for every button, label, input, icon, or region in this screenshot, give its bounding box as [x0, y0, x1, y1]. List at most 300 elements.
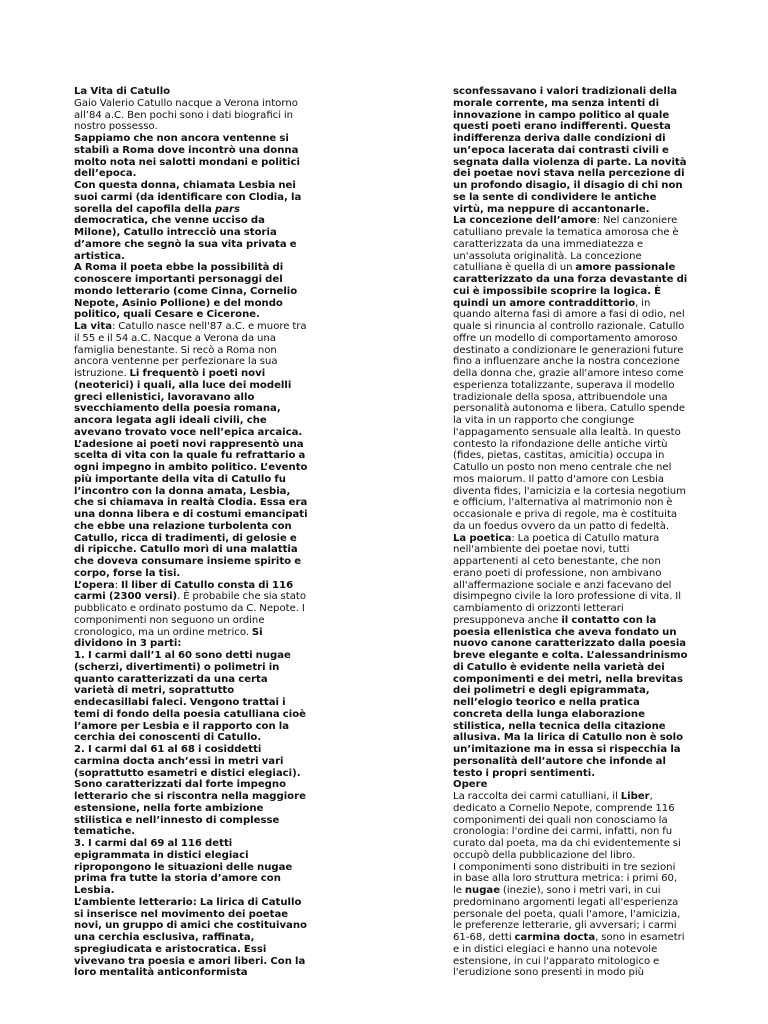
- text-line: [453, 556, 701, 568]
- text-line: [74, 838, 322, 850]
- text-line: [453, 685, 701, 697]
- text-line: [74, 204, 322, 216]
- text-run: il 55 e il 54 a.C. Nacque a Verona da una: [74, 332, 276, 344]
- text-line: [453, 403, 701, 415]
- bold-text-run: La concezione dell’amore: [453, 215, 597, 227]
- text-line: [453, 215, 701, 227]
- bold-text-run: dei polimetri e degli epigrammata,: [453, 685, 650, 697]
- bold-text-run: (soprattutto esametri e distici elegiaci).: [74, 767, 301, 779]
- text-line: [74, 145, 322, 157]
- text-run: destinato a condizionare le generazioni future: [453, 344, 684, 356]
- text-line: [453, 321, 701, 333]
- bold-text-run: Il liber di Catullo consta di 116: [120, 579, 294, 591]
- text-line: [453, 568, 701, 580]
- text-line: [453, 274, 701, 286]
- text-run: pubblicato e ordinato postumo da C. Nepote. I: [74, 603, 305, 614]
- text-line: [74, 403, 322, 415]
- text-line: [453, 544, 701, 556]
- text-run: ancora ventenne per perfezionare la sua: [74, 356, 278, 368]
- text-run: curato dal poeta, ma da chi evidentemente si: [453, 838, 681, 849]
- bold-text-run: ripropongono le situazioni delle nugae: [74, 861, 293, 873]
- text-line: [74, 509, 322, 521]
- text-line: [453, 580, 701, 592]
- text-line: [453, 967, 701, 979]
- text-run: l'erudizione sono presenti in modo più: [453, 967, 645, 979]
- bold-text-run: testo i propri sentimenti.: [453, 767, 596, 779]
- bold-text-run: L’opera: [74, 579, 115, 591]
- text-run: . È probabile che sia stato: [177, 591, 307, 603]
- bold-text-run: Opere: [453, 779, 488, 791]
- text-line: [453, 439, 701, 451]
- text-line: [74, 192, 322, 204]
- text-run: personale del poeta, quali l'amore, l'amicizia,: [453, 908, 681, 920]
- bold-text-run: La vita: [74, 321, 113, 332]
- text-run: istruzione.: [74, 368, 130, 379]
- text-line: [74, 474, 322, 486]
- text-run: un'assoluta originalità. La concezione: [453, 250, 642, 262]
- bold-text-run: nell’elogio teorico e nella pratica: [453, 697, 640, 708]
- text-run: componimenti non seguono un ordine: [74, 614, 265, 626]
- text-line: [74, 215, 322, 227]
- text-line: [453, 779, 701, 791]
- text-line: [74, 627, 322, 639]
- text-run: contesto la rifondazione delle antiche virtù: [453, 438, 668, 450]
- bold-text-run: virtù, ma neppure di accantonarle.: [453, 203, 650, 215]
- text-run: le: [453, 885, 465, 896]
- text-line: [453, 262, 701, 274]
- bold-text-run: che doveva consumare insieme spirito e: [74, 556, 302, 567]
- bold-text-run: sconfessavano i valori tradizionali della: [453, 86, 678, 97]
- text-line: [74, 439, 322, 451]
- text-line: [74, 251, 322, 263]
- bold-text-run: un’imitazione ma in essa si rispecchia la: [453, 744, 681, 755]
- text-line: [74, 180, 322, 192]
- text-line: [74, 850, 322, 862]
- bold-text-run: L’ambiente letterario: La lirica di Catullo: [74, 896, 302, 908]
- text-line: [453, 909, 701, 921]
- bold-text-run: ancora legata agli ideali civili, che: [74, 415, 267, 426]
- text-run: : Nel canzoniere: [596, 215, 678, 227]
- bold-text-run: Lesbia.: [74, 885, 115, 896]
- text-line: [74, 345, 322, 357]
- bold-text-run: La poetica: [453, 532, 512, 544]
- bold-text-run: 3. I carmi dal 69 al 116 detti: [74, 838, 233, 849]
- text-line: [74, 580, 322, 592]
- text-line: [74, 803, 322, 815]
- text-run: nostro possesso.: [74, 121, 158, 133]
- text-run: diventa fides, l'amicizia e la cortesia negotium: [453, 485, 686, 497]
- bold-text-run: nuovo canone caratterizzato dalla poesia: [453, 638, 687, 650]
- text-line: [74, 392, 322, 404]
- bold-text-run: A Roma il poeta ebbe la possibilità di: [74, 262, 284, 274]
- bold-text-run: sorella del capofila della: [74, 203, 215, 215]
- text-line: [453, 732, 701, 744]
- bold-text-run: stilistica e nell’innesto di complesse: [74, 814, 280, 826]
- bold-text-run: (scherzi, divertimenti) o polimetri in: [74, 661, 280, 673]
- text-line: [453, 133, 701, 145]
- bold-text-run: politico, quali Cesare e Cicerone.: [74, 309, 260, 321]
- text-line: [74, 826, 322, 838]
- text-run: : Catullo nasce nell'87 a.C. e muore tra: [112, 321, 307, 332]
- bold-text-run: endecasillabi faleci. Vengono trattai i: [74, 697, 286, 708]
- text-line: [453, 356, 701, 368]
- text-line: [74, 909, 322, 921]
- text-run: all'affermazione sociale e anzi facevano del: [453, 579, 672, 591]
- bold-text-run: cui è impossibile scoprire la logica. È: [453, 285, 662, 297]
- bold-text-run: scelta di vita con la quale fu refrattario a: [74, 450, 306, 462]
- text-run: Gaio Valerio Catullo nacque a Verona intorno: [74, 97, 298, 109]
- text-run: esperienza totalizzante, superava il modello: [453, 379, 675, 391]
- text-line: [74, 521, 322, 533]
- bold-text-run: carmi (2300 versi): [74, 591, 178, 603]
- bold-text-run: artistica.: [74, 250, 125, 262]
- text-line: [74, 956, 322, 968]
- text-run: offre un modello di comportamento amoroso: [453, 332, 678, 344]
- bold-text-run: Nepote, Asinio Pollione) e del mondo: [74, 297, 283, 309]
- bold-text-run: quanto caratterizzati da una certa: [74, 673, 268, 685]
- text-run: cronologia: l'ordine dei carmi, infatti, non fu: [453, 826, 673, 838]
- text-line: [74, 533, 322, 545]
- text-line: [74, 944, 322, 956]
- bold-text-run: conoscere importanti personaggi del: [74, 274, 283, 285]
- bold-text-run: suoi carmi (da identificare con Clodia, la: [74, 191, 302, 203]
- text-line: [74, 321, 322, 333]
- text-line: [453, 603, 701, 615]
- text-line: [453, 873, 701, 885]
- text-line: [453, 180, 701, 192]
- text-line: [453, 450, 701, 462]
- text-line: [74, 662, 322, 674]
- bold-text-run: stabilì a Roma dove incontrò una donna: [74, 144, 299, 156]
- bold-text-run: di Catullo è evidente nella varietà dei: [453, 661, 665, 673]
- text-run: quando alterna fasi di amore a fasi di odio, nel: [453, 309, 685, 321]
- bold-text-run: vivevano tra poesia e amori liberi. Con la: [74, 955, 306, 967]
- text-line: [453, 486, 701, 498]
- bold-text-run: l’amore per Lesbia e il rapporto con la: [74, 720, 290, 732]
- text-line: [453, 298, 701, 310]
- text-line: [453, 98, 701, 110]
- text-line: [453, 638, 701, 650]
- text-line: [74, 121, 322, 133]
- text-line: [453, 768, 701, 780]
- text-line: [453, 145, 701, 157]
- text-run: e officium, l'alternativa al matrimonio non è: [453, 497, 673, 509]
- text-line: [74, 497, 322, 509]
- bold-text-run: temi di fondo della poesia catulliana cioè: [74, 708, 306, 720]
- bold-text-run: un’epoca lacerata dai contrasti civili e: [453, 144, 669, 156]
- text-run: :: [114, 579, 121, 591]
- text-line: [74, 615, 322, 627]
- text-line: [74, 873, 322, 885]
- bold-text-run: corpo, forse la tisi.: [74, 567, 181, 579]
- text-line: [74, 932, 322, 944]
- bold-text-run: l’incontro con la donna amata, Lesbia,: [74, 485, 291, 497]
- text-line: [74, 262, 322, 274]
- text-run: (fides, pietas, castitas, amicitia) occupa in: [453, 450, 665, 462]
- text-line: [74, 920, 322, 932]
- text-line: [74, 427, 322, 439]
- text-run: dedicato a Cornelio Nepote, comprende 116: [453, 802, 675, 814]
- text-line: [74, 415, 322, 427]
- bold-text-run: un profondo disagio, il disagio di chi non: [453, 180, 683, 191]
- text-run: predominano argomenti legati all'esperienza: [453, 896, 679, 908]
- text-line: [74, 356, 322, 368]
- text-line: [453, 462, 701, 474]
- text-line: [453, 756, 701, 768]
- text-line: [453, 850, 701, 862]
- bold-text-run: svecchiamento della poesia romana,: [74, 403, 281, 415]
- text-run: mos maiorum. Il patto d'amore con Lesbia: [453, 473, 665, 485]
- bold-text-run: segnata dalla violenza di parte. La novità: [453, 156, 687, 168]
- bold-text-run: Li frequentò i poeti novi: [129, 368, 266, 379]
- bold-text-run: Sono caratterizzati dal forte impegno: [74, 779, 287, 791]
- bold-text-run: stilistica, nella tecnica della citazione: [453, 720, 666, 732]
- text-line: [74, 157, 322, 169]
- text-line: [74, 721, 322, 733]
- bold-text-run: epigrammata in distici elegiaci: [74, 849, 249, 861]
- text-line: [74, 309, 322, 321]
- bold-text-run: carmina docta anch’essi in metri vari: [74, 755, 284, 767]
- text-line: [453, 709, 701, 721]
- text-line: [74, 168, 322, 180]
- bold-text-run: innovazione in campo politico al quale: [453, 109, 670, 121]
- text-line: [453, 121, 701, 133]
- bold-text-run: carmina docta: [514, 932, 596, 943]
- text-run: cronologico, ma un ordine metrico.: [74, 626, 252, 638]
- bold-text-run: indifferenza deriva dalle condizioni di: [453, 133, 666, 144]
- text-line: [74, 450, 322, 462]
- bold-text-run: letterario che si riscontra nella maggiore: [74, 791, 306, 802]
- bold-text-run: pars: [215, 203, 241, 215]
- text-run: 61-68, detti: [453, 932, 515, 943]
- bold-text-run: che si chiamava in realtà Clodia. Essa era: [74, 497, 308, 509]
- text-line: [74, 98, 322, 110]
- text-line: [74, 674, 322, 686]
- text-line: [74, 591, 322, 603]
- text-line: [453, 697, 701, 709]
- text-line: [453, 674, 701, 686]
- bold-text-run: avevano trovato voce nell’epica arcaica.: [74, 426, 303, 438]
- text-line: [453, 521, 701, 533]
- bold-text-run: dividono in 3 parti:: [74, 638, 182, 650]
- text-run: caratterizzata da una immediatezza e: [453, 238, 644, 250]
- bold-text-run: L’adesione ai poeti novi rappresentò una: [74, 438, 304, 450]
- bold-text-run: novi, un gruppo di amici che costituivano: [74, 920, 307, 932]
- text-line: [74, 462, 322, 474]
- text-line: [453, 192, 701, 204]
- bold-text-run: estensione, nella forte ambizione: [74, 802, 264, 814]
- text-run: tradizionale della sposa, attribuendole una: [453, 391, 668, 403]
- bold-text-run: il contatto con la: [561, 614, 657, 626]
- text-run: componimenti dei quali non conosciamo la: [453, 814, 668, 826]
- text-run: quale si rinuncia al controllo razionale. Catullo: [453, 321, 685, 332]
- bold-text-run: Con questa donna, chiamata Lesbia nei: [74, 180, 296, 191]
- text-run: e in distici elegiaci e hanno una notevole: [453, 943, 658, 955]
- text-line: [74, 791, 322, 803]
- text-run: le preferenze letterarie, gli avversari; i carmi: [453, 920, 677, 932]
- text-run: , in: [635, 297, 651, 309]
- text-line: [453, 533, 701, 545]
- text-line: [453, 897, 701, 909]
- text-line: [453, 427, 701, 439]
- text-line: [74, 86, 322, 98]
- text-line: [74, 333, 322, 345]
- text-line: [453, 380, 701, 392]
- bold-text-run: dell’epoca.: [74, 168, 137, 180]
- text-line: [74, 286, 322, 298]
- text-line: [453, 650, 701, 662]
- text-line: [453, 591, 701, 603]
- text-run: erano poeti di professione, non ambivano: [453, 567, 662, 579]
- bold-text-run: poesia ellenistica che aveva fondato un: [453, 626, 677, 638]
- text-line: [74, 227, 322, 239]
- text-line: [453, 110, 701, 122]
- text-line: [453, 920, 701, 932]
- text-line: [74, 967, 322, 979]
- text-line: [74, 380, 322, 392]
- bold-text-run: quindi un amore contraddittorio: [453, 297, 636, 309]
- text-run: personalità autonoma e libera. Catullo spende: [453, 403, 686, 415]
- text-run: all’84 a.C. Ben pochi sono i dati biografici in: [74, 109, 294, 121]
- bold-text-run: personalità dell’autore che infonde al: [453, 755, 666, 767]
- bold-text-run: loro mentalità anticonformista: [74, 967, 248, 979]
- bold-text-run: dei poetae novi stava nella percezione di: [453, 168, 685, 180]
- bold-text-run: si inserisce nel movimento dei poetae: [74, 908, 289, 920]
- text-line: [453, 744, 701, 756]
- text-line: [453, 392, 701, 404]
- bold-text-run: Catullo, ricca di tradimenti, di gelosie e: [74, 532, 297, 544]
- text-run: cambiamento di orizzonti letterari: [453, 603, 624, 614]
- text-line: [74, 862, 322, 874]
- text-run: Catullo un posto non meno centrale che nel: [453, 462, 672, 473]
- text-run: La raccolta dei carmi catulliani, il: [453, 791, 621, 802]
- bold-text-run: Liber: [620, 791, 650, 802]
- text-line: [453, 309, 701, 321]
- text-line: [453, 885, 701, 897]
- text-line: [74, 697, 322, 709]
- bold-text-run: caratterizzato da una forza devastante di: [453, 274, 688, 285]
- text-line: [74, 744, 322, 756]
- text-line: [74, 486, 322, 498]
- text-run: da un foedus ovvero da un patto di fedeltà.: [453, 520, 670, 532]
- bold-text-run: che ebbe una relazione turbolenta con: [74, 520, 292, 532]
- text-line: [453, 86, 701, 98]
- text-line: [74, 779, 322, 791]
- bold-text-run: amore passionale: [575, 262, 676, 274]
- text-line: [74, 756, 322, 768]
- bold-text-run: una cerchia esclusiva, raffinata,: [74, 932, 255, 943]
- text-line: [74, 298, 322, 310]
- text-line: [453, 497, 701, 509]
- bold-text-run: breve elegante e colta. L’alessandrinismo: [453, 650, 688, 661]
- bold-text-run: molto nota nei salotti mondani e politici: [74, 156, 300, 168]
- bold-text-run: allusiva. Ma la lirica di Catullo non è solo: [453, 732, 684, 744]
- bold-text-run: varietà di metri, soprattutto: [74, 685, 235, 697]
- text-line: [453, 157, 701, 169]
- text-run: occupò della pubblicazione del libro.: [453, 849, 636, 861]
- text-line: [74, 815, 322, 827]
- text-run: l'appagamento sensuale alla lealtà. In questo: [453, 426, 681, 438]
- bold-text-run: questi poeti erano indifferenti. Questa: [453, 121, 671, 133]
- text-line: [74, 274, 322, 286]
- bold-text-run: Milone), Catullo intrecciò una storia: [74, 227, 277, 238]
- text-line: [74, 239, 322, 251]
- bold-text-run: d’amore che segnò la sua vita privata e: [74, 238, 297, 250]
- text-line: [74, 650, 322, 662]
- bold-text-run: una donna libera e di costumi emancipati: [74, 509, 308, 520]
- text-line: [74, 897, 322, 909]
- text-line: [74, 732, 322, 744]
- text-line: [453, 227, 701, 239]
- text-line: [453, 204, 701, 216]
- text-line: [453, 239, 701, 251]
- text-line: [74, 544, 322, 556]
- text-run: disimpegno civile la loro professione di vita. Il: [453, 591, 682, 603]
- bold-text-run: La Vita di Catullo: [74, 86, 171, 97]
- bold-text-run: di ripicche. Catullo morì di una malattia: [74, 544, 298, 556]
- text-line: [453, 862, 701, 874]
- bold-text-run: greci ellenistici, lavoravano allo: [74, 391, 255, 403]
- text-line: [453, 721, 701, 733]
- bold-text-run: 2. I carmi dal 61 al 68 i cosiddetti: [74, 744, 262, 755]
- text-line: [453, 838, 701, 850]
- text-line: [74, 603, 322, 615]
- text-line: [74, 133, 322, 145]
- text-line: [453, 168, 701, 180]
- text-line: [74, 110, 322, 122]
- text-run: catulliana è quella di un: [453, 262, 576, 274]
- text-run: catulliano prevale la tematica amorosa che è: [453, 227, 679, 238]
- text-run: nell'ambiente dei poetae novi, tutti: [453, 544, 630, 556]
- text-run: presupponeva anche: [453, 614, 562, 626]
- text-line: [453, 662, 701, 674]
- text-run: appartenenti al ceto benestante, che non: [453, 556, 661, 567]
- text-run: estensione, in cui l'apparato mitologico e: [453, 955, 660, 967]
- bold-text-run: nugae: [464, 885, 501, 896]
- text-line: [453, 956, 701, 968]
- text-line: [453, 791, 701, 803]
- text-run: fino a influenzare anche la nostra concezione: [453, 356, 680, 368]
- text-run: della donna che, grazie all'amore inteso come: [453, 368, 684, 379]
- text-line: [453, 932, 701, 944]
- bold-text-run: spregiudicata e aristocratica. Essi: [74, 943, 267, 955]
- bold-text-run: tematiche.: [74, 826, 136, 838]
- text-line: [453, 251, 701, 263]
- text-line: [453, 333, 701, 345]
- bold-text-run: 1. I carmi dall’1 al 60 sono detti nugae: [74, 650, 291, 661]
- text-line: [74, 638, 322, 650]
- text-column-right: [453, 86, 701, 979]
- bold-text-run: cerchia dei conoscenti di Catullo.: [74, 732, 262, 744]
- bold-text-run: Sappiamo che non ancora ventenne si: [74, 133, 289, 144]
- bold-text-run: prima fra tutte la storia d’amore con: [74, 873, 281, 885]
- text-line: [453, 627, 701, 639]
- bold-text-run: mondo letterario (come Cinna, Cornelio: [74, 285, 298, 297]
- text-line: [453, 615, 701, 627]
- text-run: (inezie), sono i metri vari, in cui: [500, 885, 661, 896]
- text-line: [453, 286, 701, 298]
- text-run: la vita in un rapporto che congiunge: [453, 415, 635, 426]
- text-run: : La poetica di Catullo matura: [511, 532, 660, 544]
- text-line: [453, 415, 701, 427]
- text-line: [74, 568, 322, 580]
- text-line: [453, 474, 701, 486]
- text-line: [453, 509, 701, 521]
- text-line: [74, 368, 322, 380]
- text-line: [453, 815, 701, 827]
- bold-text-run: se la sente di condividere le antiche: [453, 191, 657, 203]
- bold-text-run: componimenti e dei metri, nella brevitas: [453, 673, 683, 685]
